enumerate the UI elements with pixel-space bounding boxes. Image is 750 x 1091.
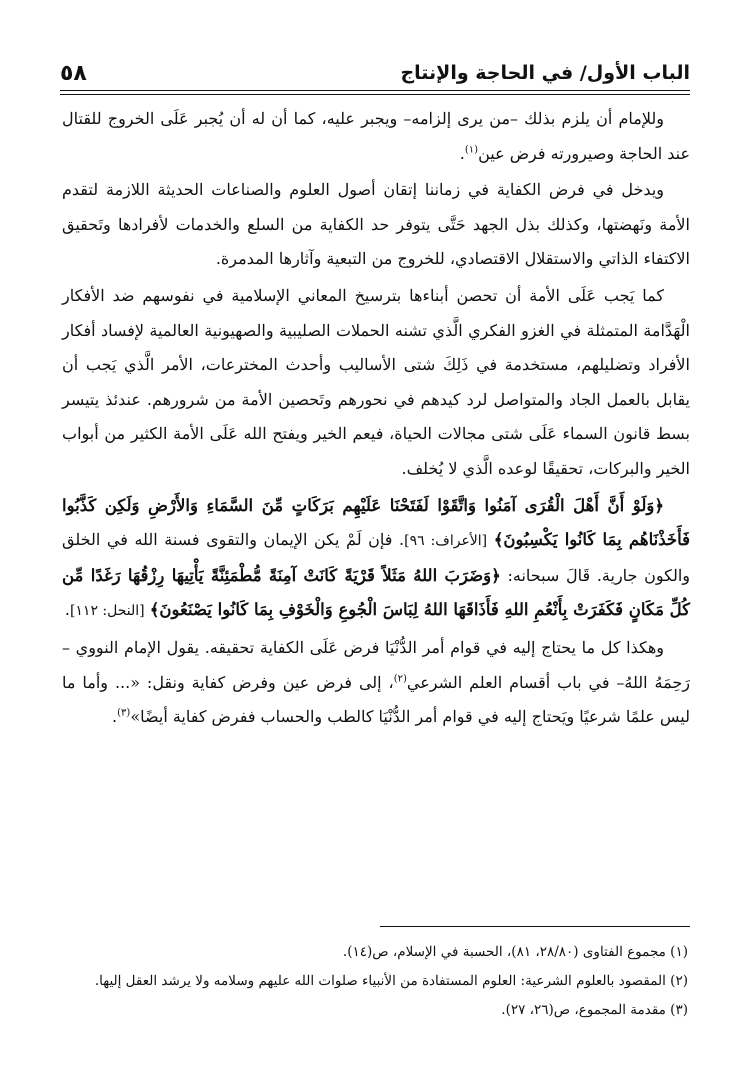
paragraph-2: ويدخل في فرض الكفاية في زماننا إتقان أصول العلوم والصناعات الحديثة اللازمة لتقدم الأمة ونَهضتها، وكذلك بذل الجهد حَتَّى يتوفر حد الكفاية من السلع والخدمات لأفرادها وتَحقيق الاكتفاء الذاتي والاستقلال الاقتصادي، للخروج من التبعية وآثارها المدمرة.	[62, 180, 690, 269]
footnote-ref-3[interactable]: (٣)	[117, 707, 131, 719]
paragraph-1: وللإمام أن يلزم بذلك –من يرى إلزامه– ويجبر عليه، كما أن له أن يُجبر عَلَى الخروج للقتال عند الحاجة وصيرورته فرض عين$^{(١)}$.	[62, 109, 690, 163]
footnotes	[62, 938, 688, 1025]
verse-reference-2: [النحل: ١١٢]	[69, 603, 145, 620]
page-header	[60, 44, 690, 92]
footnote-2: (٢) المقصود بالعلوم الشرعية: العلوم المستفادة من الأنبياء صلوات الله عليهم وسلامه ولا يرشد العقل إليها.	[94, 973, 688, 989]
footnote-separator	[380, 926, 690, 927]
paragraph-5: وهكذا كل ما يحتاج إليه في قوام أمر الدُّنْيَا فرض عَلَى الكفاية تحقيقه. يقول الإمام النووي –رَحِمَهُ اللهُ– في باب أقسام العلم الشرعي$^{(٢)}$، إلى فرض عين وفرض كفاية ونقل: «... وأما ما ليس علمًا شرعيًا ويَحتاج إليه في قوام أمر الدُّنْيَا كالطب والحساب ففرض كفاية أيضًا»$^{(٣)}$.	[62, 637, 690, 727]
header-rule	[60, 90, 690, 95]
verse-reference-1: [الأعراف: ٩٦]	[404, 533, 488, 550]
page-number: ٥٨	[60, 61, 87, 86]
paragraph-3: كما يَجب عَلَى الأمة أن تحصن أبناءها بترسيخ المعاني الإسلامية في نفوسهم ضد الأفكار الْهَدَّامة المتمثلة في الغزو الفكري الَّذي تشنه الحملات الصليبية والصهيونية العالمية لإفساد أفكار الأفراد وتضليلهم، مستخدمة في ذَلِكَ شتى الأساليب وأحدث المخترعات، الأمر الَّذي يَجب أن يقابل بالعمل الجاد والمتواصل لرد كيدهم في نحورهم وتَحصين الأمة من شرورهم. عندئذ يتيسر بسط قانون السماء عَلَى شتى مجالات الحياة، فيعم الخير ويفتح الله عَلَى الأمة الكثير من أبواب الخير والبركات، تحقيقًا لوعده الَّذي لا يُخلف.	[62, 285, 690, 478]
footnote-1: (١) مجموع الفتاوى (٢٨/٨٠، ٨١)، الحسبة في الإسلام، ص(١٤).	[342, 944, 688, 960]
quran-verse-2: ﴿وَضَرَبَ اللهُ مَثَلاً قَرْيَةً كَانَتْ آمِنَةً مُّطْمَئِنَّةً يَأْتِيهَا رِزْقُهَا رَغَدًا مِّن كُلِّ مَكَانٍ فَكَفَرَتْ بِأَنْعُمِ اللهِ فَأَذَاقَهَا اللهُ لِبَاسَ الْجُوعِ وَالْخَوْفِ بِمَا كَانُوا يَصْنَعُونَ﴾	[62, 565, 690, 620]
main-text	[62, 102, 690, 737]
footnote-ref-1[interactable]: (١)	[464, 144, 479, 156]
paragraph-4: ﴿وَلَوْ أَنَّ أَهْلَ الْقُرَى آمَنُوا وَاتَّقَوْا لَفَتَحْنَا عَلَيْهِم بَرَكَاتٍ مِّنَ السَّمَاءِ وَالأَرْضِ وَلَكِن كَذَّبُوا فَأَخَذْنَاهُم بِمَا كَانُوا يَكْسِبُونَ﴾ [الأعراف: ٩٦]. فإن لَمْ يكن الإيمان والتقوى فسنة الله في الخلق والكون جارية. قَالَ سبحانه: ﴿وَضَرَبَ اللهُ مَثَلاً قَرْيَةً كَانَتْ آمِنَةً مُّطْمَئِنَّةً يَأْتِيهَا رِزْقُهَا رَغَدًا مِّن كُلِّ مَكَانٍ فَكَفَرَتْ بِأَنْعُمِ اللهِ فَأَذَاقَهَا اللهُ لِبَاسَ الْجُوعِ وَالْخَوْفِ بِمَا كَانُوا يَصْنَعُونَ﴾ [النحل: ١١٢].	[62, 495, 691, 620]
quran-verse-1: ﴿وَلَوْ أَنَّ أَهْلَ الْقُرَى آمَنُوا وَاتَّقَوْا لَفَتَحْنَا عَلَيْهِم بَرَكَاتٍ مِّنَ السَّمَاءِ وَالأَرْضِ وَلَكِن كَذَّبُوا فَأَخَذْنَاهُم بِمَا كَانُوا يَكْسِبُونَ﴾	[62, 495, 691, 550]
footnote-ref-2[interactable]: (٢)	[393, 673, 407, 685]
running-title: الباب الأول/ في الحاجة والإنتاج	[400, 62, 690, 84]
footnote-3: (٣) مقدمة المجموع، ص(٢٦، ٢٧).	[501, 1002, 688, 1018]
